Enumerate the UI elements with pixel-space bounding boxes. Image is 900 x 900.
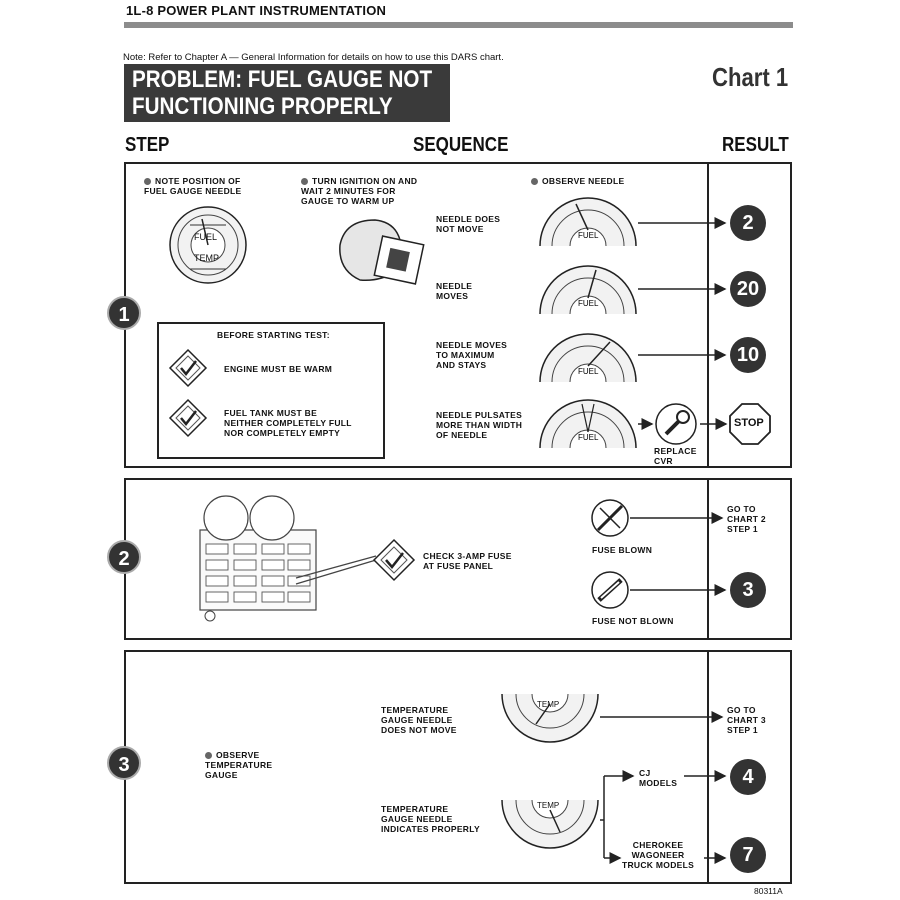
svg-text:FUEL: FUEL xyxy=(578,231,599,240)
fuse-blown-label: FUSE BLOWN xyxy=(592,545,653,555)
chart-number: Chart 1 xyxy=(712,62,789,92)
temp-no-move-label: TEMPERATURE GAUGE NEEDLE DOES NOT MOVE xyxy=(381,705,457,735)
check-fuel-tank: FUEL TANK MUST BE NEITHER COMPLETELY FULL NOR COMPLETELY EMPTY xyxy=(224,408,352,438)
outcome-pulsates: NEEDLE PULSATES MORE THAN WIDTH OF NEEDLE xyxy=(436,410,523,440)
outcome-not-move: NEEDLE DOES NOT MOVE xyxy=(436,214,501,234)
goto-chart-2-link[interactable]: GO TO CHART 2 STEP 1 xyxy=(727,504,766,534)
observe-temp-label: OBSERVE TEMPERATURE GAUGE xyxy=(205,750,315,780)
step-3-badge: 3 xyxy=(107,746,141,780)
svg-text:FUEL: FUEL xyxy=(578,433,599,442)
replace-cvr-label: REPLACE CVR xyxy=(654,446,697,466)
goto-chart-3-link[interactable]: GO TO CHART 3 STEP 1 xyxy=(727,705,766,735)
observe-needle-label: OBSERVE NEEDLE xyxy=(531,176,624,186)
before-starting-title: BEFORE STARTING TEST: xyxy=(217,330,330,340)
temp-indicates-label: TEMPERATURE GAUGE NEEDLE INDICATES PROPERLY xyxy=(381,804,480,834)
outcome-maximum: NEEDLE MOVES TO MAXIMUM AND STAYS xyxy=(436,340,508,370)
check-engine-warm: ENGINE MUST BE WARM xyxy=(224,364,333,374)
result-step-3-badge[interactable]: 3 xyxy=(730,572,766,608)
problem-line-1: PROBLEM: FUEL GAUGE NOT xyxy=(132,66,433,93)
step-2-badge: 2 xyxy=(107,540,141,574)
gauge-fuel-text: FUEL xyxy=(194,232,218,242)
outcome-moves: NEEDLE MOVES xyxy=(436,281,473,301)
result-step-10-badge[interactable]: 10 xyxy=(730,337,766,373)
chart-note: Note: Refer to Chapter A — General Information for details on how to use this DARS chart. xyxy=(123,52,504,63)
result-step-20-badge[interactable]: 20 xyxy=(730,271,766,307)
column-header-result: RESULT xyxy=(722,134,789,156)
gauge-temp-text: TEMP xyxy=(194,253,220,263)
column-header-step: STEP xyxy=(125,134,170,156)
temp-gauge-text: TEMP xyxy=(537,700,560,709)
svg-text:FUEL: FUEL xyxy=(578,299,599,308)
stop-text: STOP xyxy=(734,417,764,429)
cherokee-models-label: CHEROKEE WAGONEER TRUCK MODELS xyxy=(622,840,695,870)
result-step-4-badge[interactable]: 4 xyxy=(730,759,766,795)
turn-ignition-label: TURN IGNITION ON AND WAIT 2 MINUTES FOR GAUGE TO WARM UP xyxy=(301,176,451,206)
column-header-sequence: SEQUENCE xyxy=(413,134,509,156)
cj-models-label: CJ MODELS xyxy=(639,768,678,788)
fuse-not-blown-label: FUSE NOT BLOWN xyxy=(592,616,674,626)
problem-line-2: FUNCTIONING PROPERLY xyxy=(132,93,393,120)
figure-code: 80311A xyxy=(754,886,783,896)
note-position-label: NOTE POSITION OF FUEL GAUGE NEEDLE xyxy=(144,176,284,196)
check-fuse-label: CHECK 3-AMP FUSE AT FUSE PANEL xyxy=(423,551,512,571)
temp-gauge-text: TEMP xyxy=(537,801,560,810)
page-header-title: 1L-8 POWER PLANT INSTRUMENTATION xyxy=(126,3,387,18)
step-1-badge: 1 xyxy=(107,296,141,330)
result-step-2-badge[interactable]: 2 xyxy=(730,205,766,241)
result-step-7-badge[interactable]: 7 xyxy=(730,837,766,873)
svg-text:FUEL: FUEL xyxy=(578,367,599,376)
